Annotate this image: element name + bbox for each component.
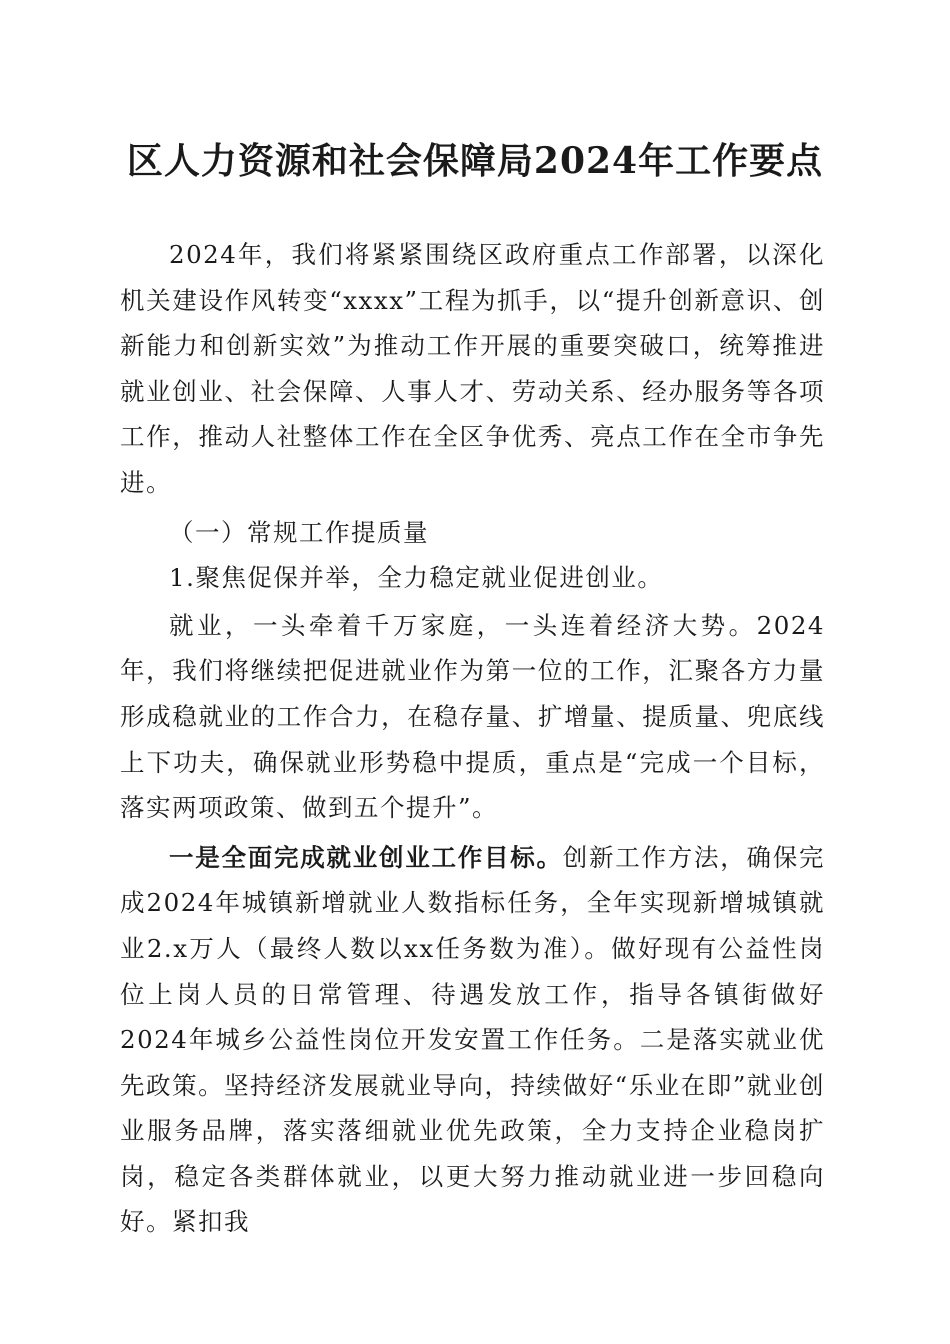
goals-lead: 一是全面完成就业创业工作目标。	[169, 842, 563, 872]
employment-paragraph: 就业，一头牵着千万家庭，一头连着经济大势。2024年，我们将继续把促进就业作为第一位的工作，汇聚各方力量形成稳就业的工作合力，在稳存量、扩增量、提质量、兜底线上下功夫，确保就业形势稳中提质，重点是“完成一个目标，落实两项政策、做到五个提升”。	[120, 610, 825, 823]
goals-paragraph	[120, 835, 825, 1245]
intro-paragraph: 2024年，我们将紧紧围绕区政府重点工作部署，以深化机关建设作风转变“xxxx”工程为抓手，以“提升创新意识、创新能力和创新实效”为推动工作开展的重要突破口，统筹推进就业创业、社会保障、人事人才、劳动关系、经办服务等各项工作，推动人社整体工作在全区争优秀、亮点工作在全市争先进。	[120, 240, 825, 497]
goals-text: 创新工作方法，确保完成2024年城镇新增就业人数指标任务，全年实现新增城镇就业2.x万人（最终人数以xx任务数为准）。做好现有公益性岗位上岗人员的日常管理、待遇发放工作，指导各镇街做好2024年城乡公益性岗位开发安置工作任务。二是落实就业优先政策。坚持经济发展就业导向，持续做好“乐业在即”就业创业服务品牌，落实落细就业优先政策，全力支持企业稳岗扩岗，稳定各类群体就业，以更大努力推动就业进一步回稳向好。紧扣我	[120, 842, 825, 1237]
section-heading: （一）常规工作提质量	[169, 517, 429, 547]
document-body	[120, 232, 825, 1245]
item-heading: 1.聚焦促保并举，全力稳定就业促进创业。	[169, 563, 664, 593]
document-title: 区人力资源和社会保障局2024年工作要点	[126, 140, 824, 182]
